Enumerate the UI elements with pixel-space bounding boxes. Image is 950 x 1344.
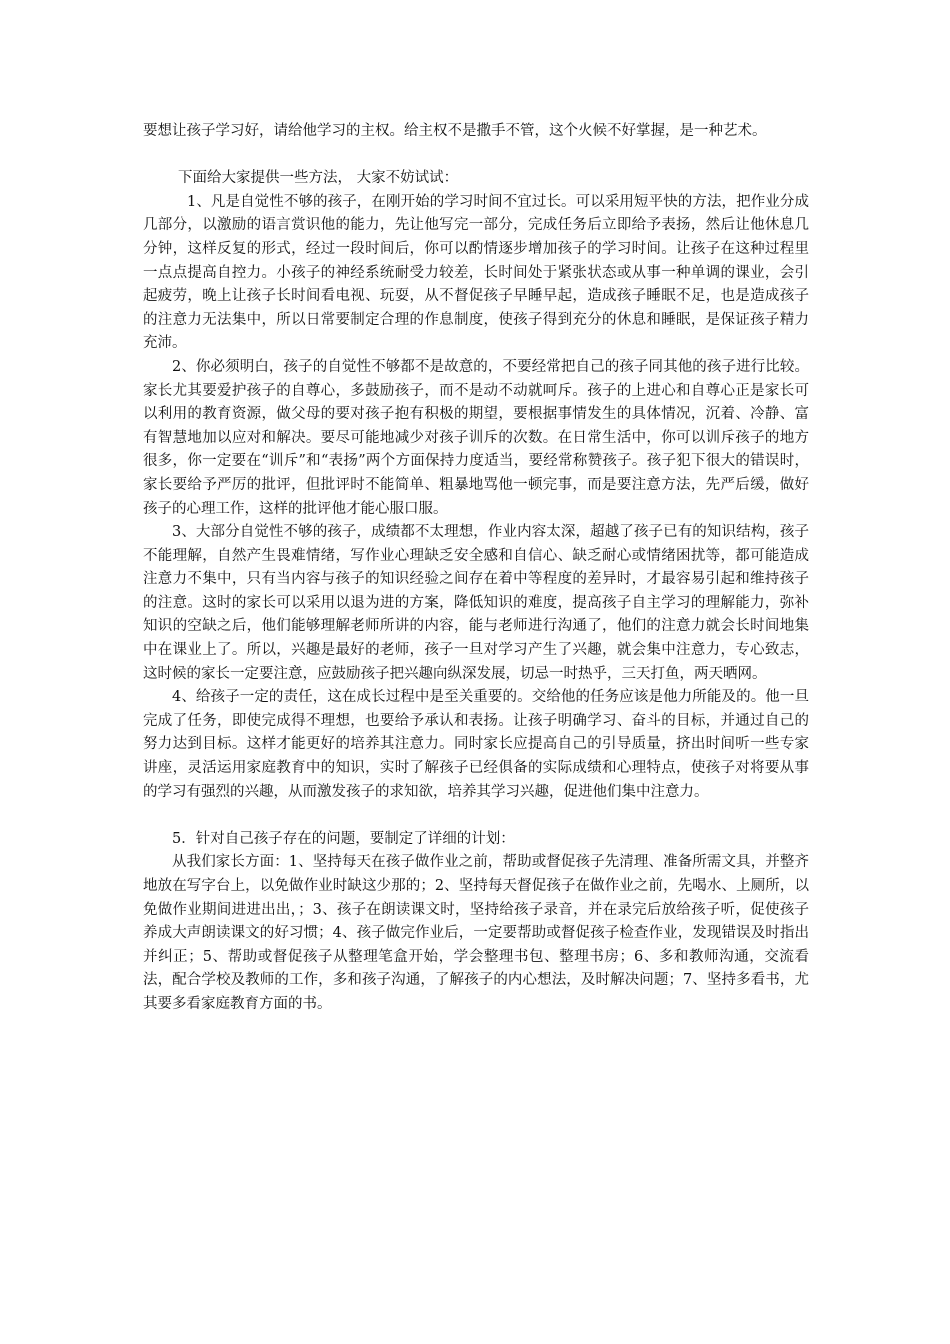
intro-paragraph: 下面给大家提供一些方法， 大家不妨试试： <box>178 170 459 187</box>
paragraph-spacer <box>143 144 809 168</box>
method-item-4: 4、给孩子一定的责任，这在成长过程中是至关重要的。交给他的任务应该是他力所能及的。他一旦完成了任务，即使完成得不理想，也要给予承认和表扬。让孩子明确学习、奋斗的目标，并通过自己的努力达到目标。这样才能更好的培养其注意力。同时家长应提高自己的引导质量，挤出时间听一些专家讲座，灵活运用家庭教育中的知识，实时了解孩子已经俱备的实际成绩和心理特点，使孩子对将要从事的学习有强烈的兴趣，从而激发孩子的求知欲，培养其学习兴趣，促进他们集中注意力。 <box>143 689 809 800</box>
method-item-3: 3、大部分自觉性不够的孩子，成绩都不太理想，作业内容太深，超越了孩子已有的知识结构，孩子不能理解，自然产生畏难情绪，写作业心理缺乏安全感和自信心、缺乏耐心或情绪困扰等，都可能造成注意力不集中，只有当内容与孩子的知识经验之间存在着中等程度的差异时，才最容易引起和维持孩子的注意。这时的家长可以采用以退为进的方案，降低知识的难度，提高孩子自主学习的理解能力，弥补知识的空缺之后，他们能够理解老师所讲的内容，能与老师进行沟通了，他们的注意力就会长时间地集中在课业上了。所以，兴趣是最好的老师，孩子一旦对学习产生了兴趣，就会集中注意力，专心致志，这时候的家长一定要注意，应鼓励孩子把兴趣向纵深发展，切忌一时热乎，三天打鱼，两天晒网。 <box>143 524 809 682</box>
paragraph-spacer <box>143 804 809 828</box>
opening-paragraph: 要想让孩子学习好，请给他学习的主权。给主权不是撒手不管，这个火候不好掌握，是一种艺术。 <box>143 123 767 139</box>
method-item-2: 2、你必须明白，孩子的自觉性不够都不是故意的，不要经常把自己的孩子同其他的孩子进行比较。家长尤其要爱护孩子的自尊心，多鼓励孩子，而不是动不动就呵斥。孩子的上进心和自尊心正是家长可以利用的教育资源，做父母的要对孩子抱有积极的期望，要根据事情发生的具体情况，沉着、冷静、富有智慧地加以应对和解决。要尽可能地减少对孩子训斥的次数。在日常生活中，你可以训斥孩子的地方很多，你一定要在“训斥”和“表扬”两个方面保持力度适当，要经常称赞孩子。孩子犯下很大的错误时，家长要给予严厉的批评，但批评时不能简单、粗暴地骂他一顿完事，而是要注意方法，先严后缓，做好孩子的心理工作，这样的批评他才能心服口服。 <box>143 358 809 517</box>
method-item-5-heading: 5．针对自己孩子存在的问题，要制定了详细的计划： <box>172 830 515 847</box>
method-item-1: 1、凡是自觉性不够的孩子，在刚开始的学习时间不宜过长。可以采用短平快的方法，把作业分成几部分，以激励的语言赏识他的能力，先让他写完一部分，完成任务后立即给予表扬，然后让他休息几分钟，这样反复的形式，经过一段时间后，你可以酌情逐步增加孩子的学习时间。让孩子在这种过程里一点点提高自控力。小孩子的神经系统耐受力较差，长时间处于紧张状态或从事一种单调的课业，会引起疲劳，晚上让孩子长时间看电视、玩耍，从不督促孩子早睡早起，造成孩子睡眠不足，也是造成孩子的注意力无法集中，所以日常要制定合理的作息制度，使孩子得到充分的休息和睡眠，是保证孩子精力充沛。 <box>143 193 809 352</box>
method-item-5-body: 从我们家长方面：1、坚持每天在孩子做作业之前，帮助或督促孩子先清理、准备所需文具，并整齐地放在写字台上，以免做作业时缺这少那的；2、坚持每天督促孩子在做作业之前，先喝水、上厕所，以免做作业期间进进出出，；3、孩子在朗读课文时，坚持给孩子录音，并在录完后放给孩子听，促使孩子养成大声朗读课文的好习惯；4、孩子做完作业后，一定要帮助或督促孩子检查作业，发现错误及时指出并纠正；5、帮助或督促孩子从整理笔盒开始，学会整理书包、整理书房；6、多和教师沟通，交流看法，配合学校及教师的工作，多和孩子沟通，了解孩子的内心想法，及时解决问题；7、坚持多看书，尤其要多看家庭教育方面的书。 <box>143 854 809 1012</box>
document-page <box>143 120 809 1017</box>
